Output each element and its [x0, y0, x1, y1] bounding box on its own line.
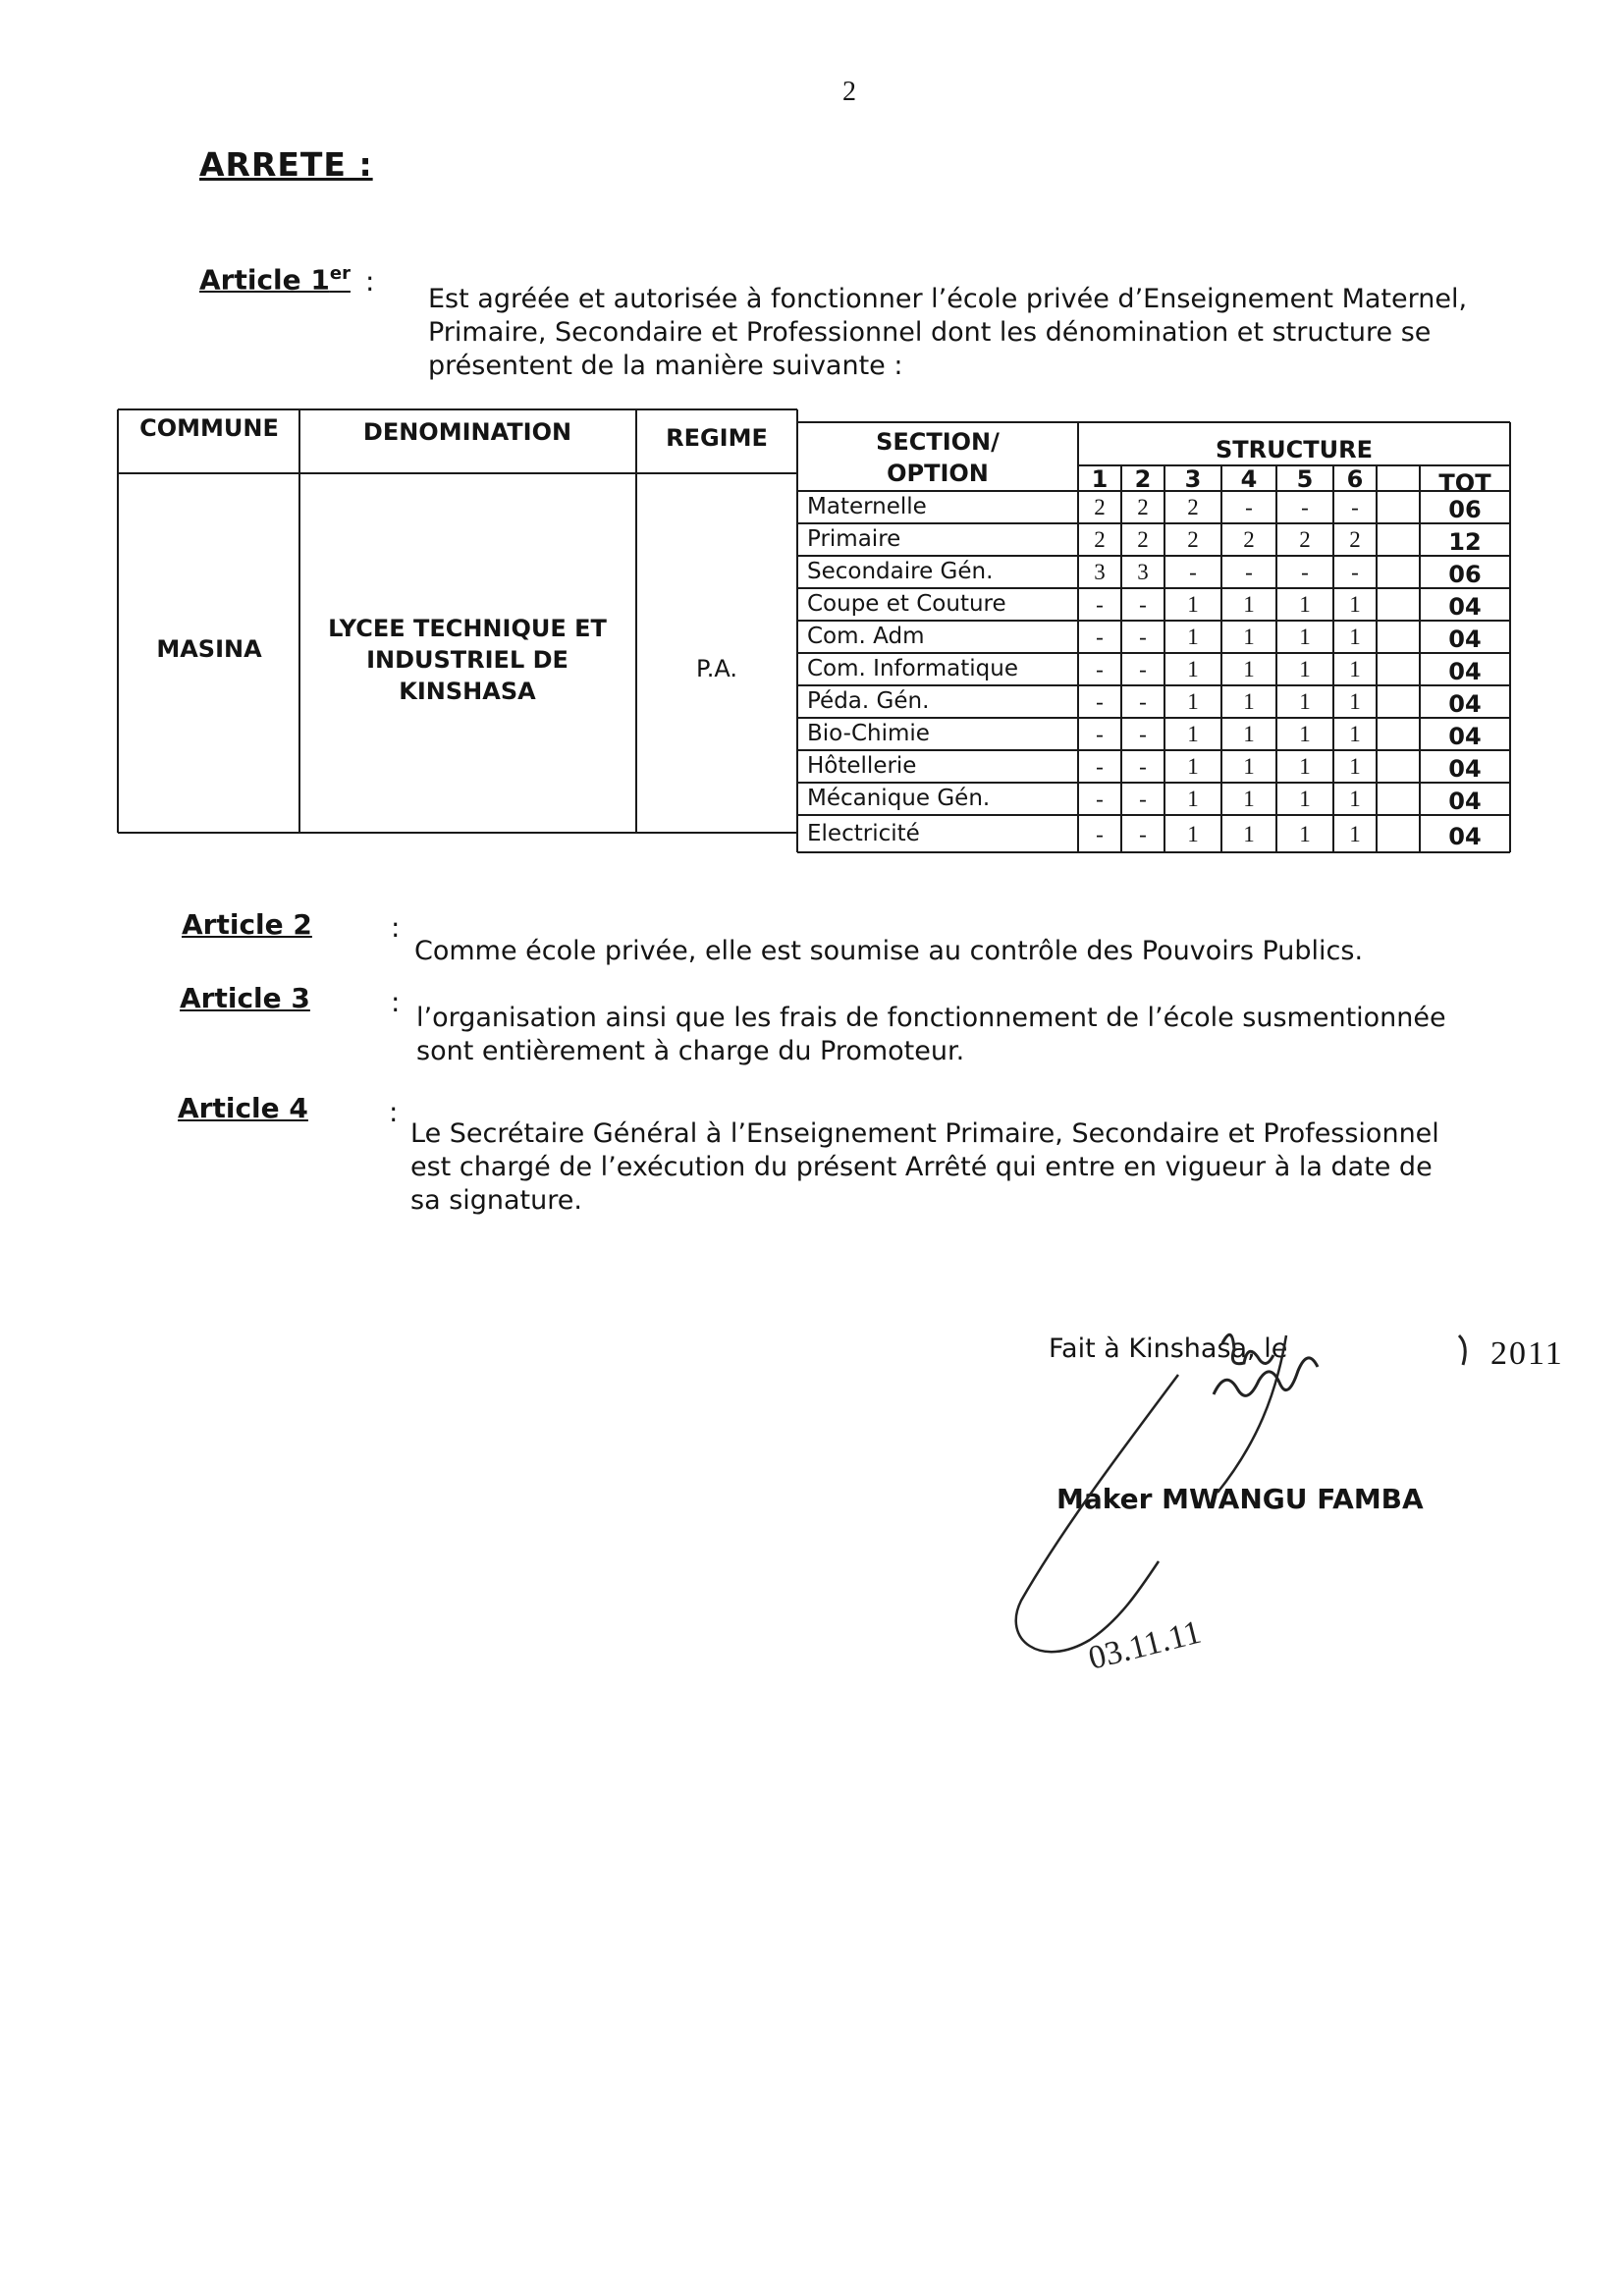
commune-cell: MASINA [156, 635, 262, 663]
structure-cell: - [1096, 787, 1104, 811]
total-cell: 04 [1448, 823, 1482, 850]
structure-cell: 1 [1187, 689, 1199, 714]
article-4-line: sa signature. [410, 1185, 582, 1216]
section-option-cell: Com. Adm [807, 624, 925, 649]
article-4-label: Article 4 [178, 1092, 308, 1124]
total-cell: 04 [1448, 755, 1482, 783]
article-3-line: l’organisation ainsi que les frais de fonctionnement de l’école susmentionnée [416, 1003, 1446, 1033]
structure-cell: - [1139, 787, 1147, 811]
structure-cell: 1 [1299, 592, 1311, 617]
article-1-colon: : [365, 265, 375, 298]
structure-cell: 1 [1243, 787, 1255, 811]
structure-cell: 1 [1243, 822, 1255, 846]
article-4-colon: : [389, 1096, 399, 1128]
structure-cell: 1 [1187, 592, 1199, 617]
article-3-text [416, 1002, 1463, 1068]
structure-cell: - [1139, 754, 1147, 779]
article-3-colon: : [391, 986, 401, 1018]
structure-cell: - [1139, 657, 1147, 681]
structure-cell: - [1139, 689, 1147, 714]
header-year: 2 [1134, 465, 1152, 493]
structure-cell: 2 [1187, 495, 1199, 519]
header-structure: STRUCTURE [1216, 436, 1373, 463]
structure-cell: 1 [1187, 787, 1199, 811]
structure-cell: - [1096, 722, 1104, 746]
article-2-text [414, 935, 1494, 968]
section-option-cell: Com. Informatique [807, 656, 1018, 681]
structure-cell: 2 [1243, 527, 1255, 552]
signature-year: 2011 [1490, 1335, 1564, 1372]
structure-cell: - [1096, 592, 1104, 617]
structure-cell: 1 [1187, 722, 1199, 746]
structure-cell: 2 [1137, 527, 1149, 552]
structure-cell: 1 [1299, 822, 1311, 846]
structure-cell: 1 [1299, 625, 1311, 649]
article-3-label: Article 3 [180, 982, 310, 1014]
structure-cell: - [1139, 722, 1147, 746]
structure-cell: - [1301, 560, 1309, 584]
article-1-line: présentent de la manière suivante : [428, 351, 903, 381]
structure-cell: - [1351, 560, 1359, 584]
structure-cell: - [1096, 657, 1104, 681]
structure-cell: 1 [1243, 689, 1255, 714]
structure-cell: - [1096, 689, 1104, 714]
section-option-cell: Péda. Gén. [807, 688, 930, 714]
section-option-cell: Hôtellerie [807, 753, 917, 779]
denomination-line: LYCEE TECHNIQUE ET [328, 615, 607, 642]
structure-cell: - [1245, 495, 1253, 519]
handwritten-date: 03.11.11 [1084, 1613, 1205, 1677]
section-option-cell: Mécanique Gén. [807, 786, 991, 811]
header-option: OPTION [887, 460, 989, 487]
structure-cell: - [1189, 560, 1197, 584]
structure-cell: - [1351, 495, 1359, 519]
structure-cell: 2 [1349, 527, 1361, 552]
structure-cell: 1 [1299, 787, 1311, 811]
header-year: 5 [1296, 465, 1314, 493]
page-number: 2 [842, 77, 856, 107]
article-3-line: sont entièrement à charge du Promoteur. [416, 1036, 965, 1066]
structure-cell: - [1139, 592, 1147, 617]
structure-cell: 3 [1094, 560, 1106, 584]
structure-cell: 2 [1299, 527, 1311, 552]
header-total: TOT [1438, 469, 1491, 497]
total-cell: 12 [1448, 528, 1482, 556]
structure-cell: 3 [1137, 560, 1149, 584]
total-cell: 06 [1448, 561, 1482, 588]
structure-cell: - [1245, 560, 1253, 584]
article-2-line: Comme école privée, elle est soumise au contrôle des Pouvoirs Publics. [414, 936, 1364, 966]
denomination-cell [302, 613, 632, 707]
structure-cell: - [1139, 625, 1147, 649]
article-4-line: Le Secrétaire Général à l’Enseignement Primaire, Secondaire et Professionnel [410, 1118, 1439, 1149]
total-cell: 04 [1448, 788, 1482, 815]
signer-name: Maker MWANGU FAMBA [1056, 1483, 1424, 1515]
structure-cell: 1 [1187, 657, 1199, 681]
structure-cell: 1 [1187, 625, 1199, 649]
article-2-label: Article 2 [182, 908, 312, 941]
structure-cell: 1 [1299, 722, 1311, 746]
denomination-line: KINSHASA [399, 678, 536, 705]
article-4-text [410, 1117, 1490, 1218]
header-year: 3 [1184, 465, 1202, 493]
section-option-cell: Secondaire Gén. [807, 559, 994, 584]
header-year: 4 [1240, 465, 1258, 493]
denomination-line: INDUSTRIEL DE [366, 646, 568, 674]
section-option-cell: Electricité [807, 821, 920, 846]
article-1-line: Primaire, Secondaire et Professionnel dont les dénomination et structure se [428, 317, 1432, 348]
article-1-label-text: Article 1 [199, 263, 330, 297]
header-year: 1 [1091, 465, 1109, 493]
section-option-cell: Bio-Chimie [807, 721, 930, 746]
section-option-cell: Maternelle [807, 494, 927, 519]
structure-cell: 1 [1243, 657, 1255, 681]
structure-cell: - [1096, 822, 1104, 846]
structure-cell: 1 [1349, 592, 1361, 617]
article-1-label-sup: er [329, 263, 351, 284]
structure-cell: 1 [1243, 722, 1255, 746]
total-cell: 04 [1448, 690, 1482, 718]
structure-cell: 2 [1137, 495, 1149, 519]
structure-cell: 2 [1094, 495, 1106, 519]
total-cell: 04 [1448, 658, 1482, 685]
header-commune: COMMUNE [139, 414, 279, 442]
structure-cell: 1 [1349, 625, 1361, 649]
structure-cell: - [1096, 754, 1104, 779]
structure-cell: 1 [1243, 754, 1255, 779]
article-1-line: Est agréée et autorisée à fonctionner l’école privée d’Enseignement Maternel, [428, 284, 1468, 314]
header-regime: REGIME [666, 424, 768, 452]
structure-cell: 1 [1349, 657, 1361, 681]
signature-place: Fait à Kinshasa, le [1049, 1333, 1288, 1364]
total-cell: 04 [1448, 723, 1482, 750]
regime-cell: P.A. [696, 655, 737, 682]
structure-cell: 1 [1349, 787, 1361, 811]
total-cell: 04 [1448, 626, 1482, 653]
section-option-cell: Primaire [807, 526, 901, 552]
structure-cell: 1 [1299, 657, 1311, 681]
structure-cell: 1 [1243, 592, 1255, 617]
header-section: SECTION/ [876, 428, 1000, 456]
structure-cell: 1 [1299, 689, 1311, 714]
decree-heading: ARRETE : [199, 145, 373, 184]
structure-cell: 1 [1349, 722, 1361, 746]
structure-cell: - [1096, 625, 1104, 649]
total-cell: 04 [1448, 593, 1482, 621]
structure-cell: - [1301, 495, 1309, 519]
structure-cell: 2 [1094, 527, 1106, 552]
structure-cell: 1 [1299, 754, 1311, 779]
header-year: 6 [1346, 465, 1364, 493]
structure-cell: 1 [1187, 754, 1199, 779]
total-cell: 06 [1448, 496, 1482, 523]
structure-cell: 1 [1349, 689, 1361, 714]
structure-cell: 1 [1349, 822, 1361, 846]
article-4-line: est chargé de l’exécution du présent Arrêté qui entre en vigueur à la date de [410, 1152, 1433, 1182]
structure-cell: 1 [1243, 625, 1255, 649]
header-denomination: DENOMINATION [362, 418, 572, 446]
structure-cell: 1 [1349, 754, 1361, 779]
structure-cell: 1 [1187, 822, 1199, 846]
structure-cell: 2 [1187, 527, 1199, 552]
section-option-cell: Coupe et Couture [807, 591, 1006, 617]
structure-cell: - [1139, 822, 1147, 846]
article-2-colon: : [391, 911, 401, 944]
